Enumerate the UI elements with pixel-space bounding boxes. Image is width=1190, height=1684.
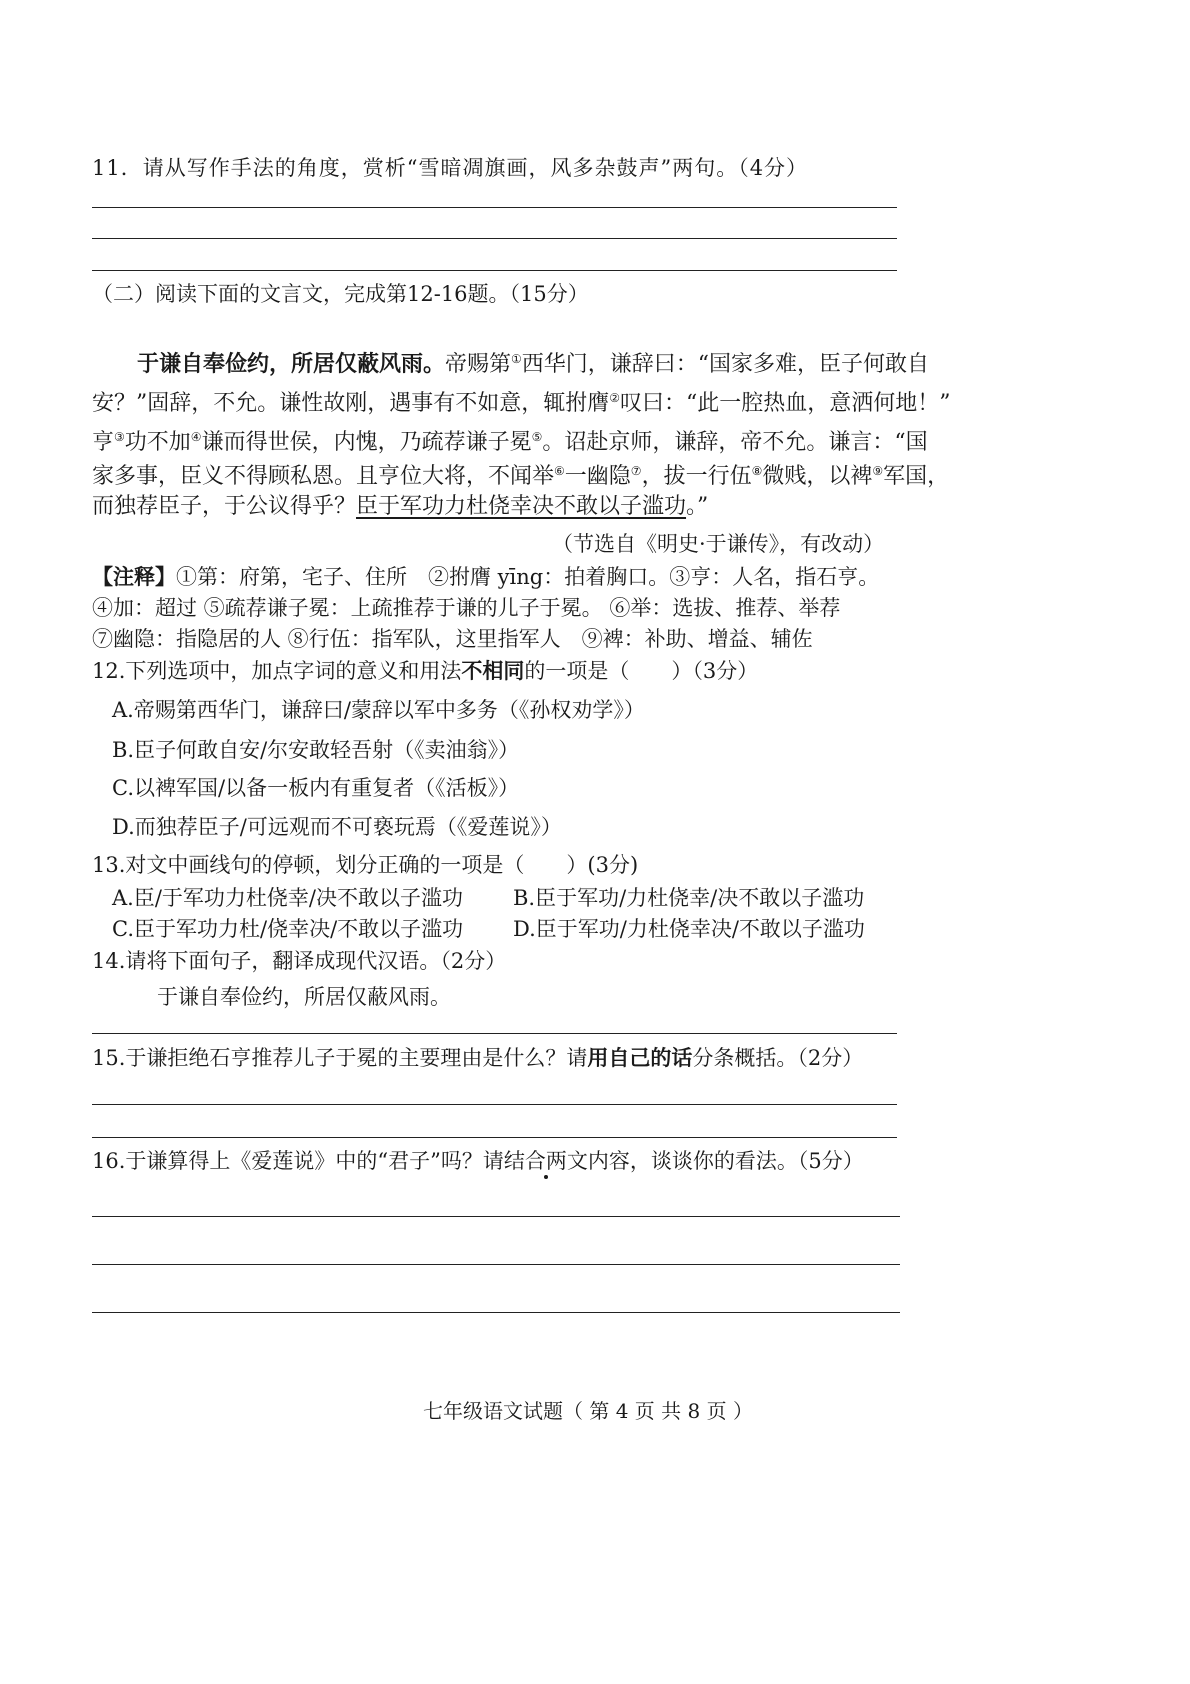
answer-line[interactable] xyxy=(92,1264,900,1265)
underlined-sentence: 臣于军功力杜侥幸决不敢以子滥功 xyxy=(356,494,687,519)
answer-line[interactable] xyxy=(92,1312,900,1313)
notes-line-3: ⑦幽隐：指隐居的人 ⑧行伍：指军队，这里指军人 ⑨裨：补助、增益、辅佐 xyxy=(92,627,813,651)
question-14: 14.请将下面句子，翻译成现代汉语。（2分） xyxy=(92,949,507,973)
passage-line-3: 亨③功不加④谦而得世侯，内愧，乃疏荐谦子冕⑤。诏赴京师，谦辞，帝不允。谦言：“国 xyxy=(92,430,928,455)
passage-line-4: 家多事，臣义不得顾私恩。且亨位大将，不闻举⑥一幽隐⑦，拔一行伍⑧微贱，以裨⑨军国， xyxy=(92,464,950,489)
q14-sentence: 于谦自奉俭约，所居仅蔽风雨。 xyxy=(157,985,451,1009)
note-ref-2: ② xyxy=(609,391,621,405)
passage-line-5: 而独荐臣子，于公议得乎？臣于军功力杜侥幸决不敢以子滥功。” xyxy=(92,494,709,519)
note-ref-9: ⑨ xyxy=(872,464,884,478)
note-ref-3: ③ xyxy=(114,430,125,444)
note-ref-5: ⑤ xyxy=(531,430,543,444)
notes-label: 【注释】 xyxy=(92,564,176,589)
answer-line[interactable] xyxy=(92,1137,897,1138)
q13-option-c: C.臣于军功力杜/侥幸决/不敢以子滥功 xyxy=(112,917,464,941)
section-heading: （二）阅读下面的文言文，完成第12-16题。（15分） xyxy=(92,282,589,306)
note-ref-7: ⑦ xyxy=(630,464,642,478)
question-13: 13.对文中画线句的停顿，划分正确的一项是（ ）(3分) xyxy=(92,853,639,877)
passage-line-2: 安？”固辞，不允。谦性故刚，遇事有不如意，辄拊膺②叹曰：“此一腔热血，意洒何地！” xyxy=(92,391,951,416)
emphasized-phrase: 用自己的话 xyxy=(587,1045,693,1070)
answer-line[interactable] xyxy=(92,1216,900,1217)
q12-option-a: A.帝赐第西华门，谦辞曰/蒙辞以军中多务（《孙权劝学》） xyxy=(112,698,645,722)
passage-bold-opening: 于谦自奉俭约，所居仅蔽风雨。 xyxy=(137,351,446,377)
q13-option-b: B.臣于军功/力杜侥幸/决不敢以子滥功 xyxy=(513,886,865,910)
passage-line-1: 于谦自奉俭约，所居仅蔽风雨。帝赐第①西华门，谦辞曰：“国家多难，臣子何敢自 xyxy=(137,351,930,377)
page-footer: 七年级语文试题（ 第 4 页 共 8 页 ） xyxy=(423,1399,753,1423)
answer-line[interactable] xyxy=(92,270,897,271)
answer-line[interactable] xyxy=(92,1104,897,1105)
notes-line-1: 【注释】①第：府第，宅子、住所 ②拊膺 yīng：拍着胸口。③亨：人名，指石亨。 xyxy=(92,564,880,589)
question-16: 16.于谦算得上《爱莲说》中的“君子”吗？请结合两文内容，谈谈你的看法。（5分） xyxy=(92,1149,864,1173)
q12-option-b: B.臣子何敢自安/尔安敢轻吾射（《卖油翁》） xyxy=(112,738,520,762)
q12-option-d: D.而独荐臣子/可远观而不可亵玩焉（《爱莲说》） xyxy=(112,815,562,839)
passage-source: （节选自《明史·于谦传》，有改动） xyxy=(552,532,885,556)
note-ref-4: ④ xyxy=(190,430,202,444)
q13-option-d: D.臣于军功/力杜侥幸决/不敢以子滥功 xyxy=(513,917,865,941)
answer-line[interactable] xyxy=(92,238,897,239)
answer-line[interactable] xyxy=(92,207,897,208)
note-ref-8: ⑧ xyxy=(751,464,763,478)
question-11: 11．请从写作手法的角度，赏析“雪暗凋旗画，风多杂鼓声”两句。（4分） xyxy=(92,156,809,180)
note-ref-1: ① xyxy=(511,352,522,366)
question-12: 12.下列选项中，加点字词的意义和用法不相同的一项是（ ）（3分） xyxy=(92,658,759,683)
notes-line-2: ④加：超过 ⑤疏荐谦子冕：上疏推荐于谦的儿子于冕。 ⑥举：选拔、推荐、举荐 xyxy=(92,596,841,620)
note-ref-6: ⑥ xyxy=(554,464,565,478)
question-15: 15.于谦拒绝石亨推荐儿子于冕的主要理由是什么？请用自己的话分条概括。（2分） xyxy=(92,1045,864,1070)
dotted-phrase: 结合两文 xyxy=(503,1149,588,1173)
answer-line[interactable] xyxy=(92,1033,897,1034)
q12-option-c: C.以裨军国/以备一板内有重复者（《活板》） xyxy=(112,776,520,800)
q13-option-a: A.臣/于军功力杜侥幸/决不敢以子滥功 xyxy=(112,886,463,910)
